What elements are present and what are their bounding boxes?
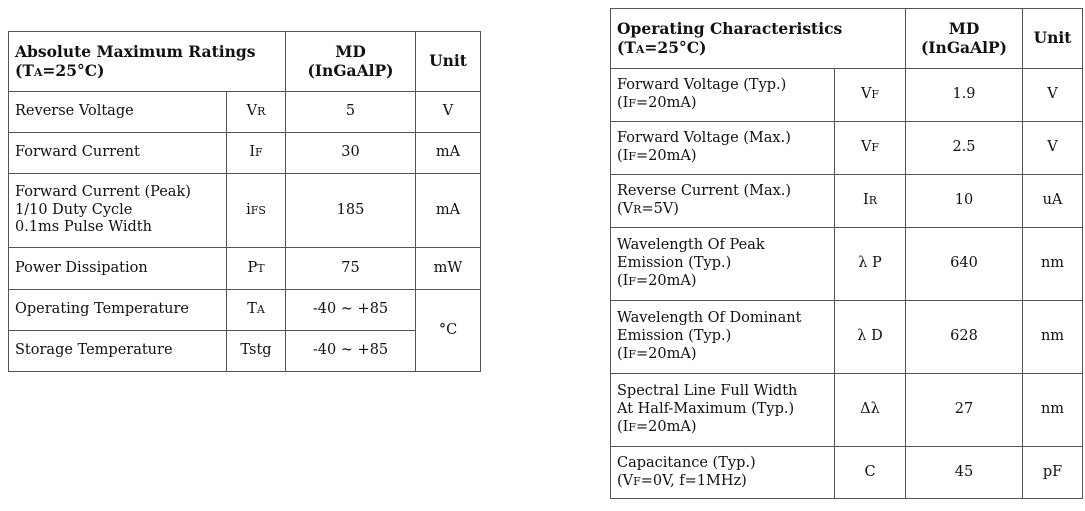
parameter-cell: Reverse Current (Max.) (VR=5V) — [611, 175, 835, 228]
table-row — [611, 374, 1083, 447]
symbol-cell: IF — [227, 133, 286, 174]
column-header-md: MD (InGaAlP) — [286, 32, 416, 92]
value-cell: 1.9 — [906, 69, 1023, 122]
parameter-cell: Forward Current (Peak) 1/10 Duty Cycle 0.1ms Pulse Width — [9, 174, 227, 248]
symbol-cell: Tstg — [227, 331, 286, 372]
table-row — [611, 122, 1083, 175]
value-cell: 30 — [286, 133, 416, 174]
table-row — [9, 331, 481, 372]
table-title: Absolute Maximum Ratings (TA=25°C) — [9, 32, 286, 92]
parameter-cell: Reverse Voltage — [9, 92, 227, 133]
table-row — [611, 175, 1083, 228]
parameter-cell: Power Dissipation — [9, 248, 227, 290]
table-header-row — [9, 32, 481, 92]
unit-cell: nm — [1023, 228, 1083, 301]
test-condition: (IF=20mA) — [617, 272, 697, 289]
table-row — [9, 133, 481, 174]
absolute-maximum-ratings-table — [8, 31, 481, 372]
test-condition: (IF=20mA) — [617, 148, 697, 164]
symbol-cell: VF — [835, 69, 906, 122]
value-cell: -40 ~ +85 — [286, 290, 416, 331]
test-condition: (VR=5V) — [617, 201, 679, 217]
unit-cell: mW — [416, 248, 481, 290]
table-header-row — [611, 9, 1083, 69]
table-row — [9, 92, 481, 133]
symbol-cell: PT — [227, 248, 286, 290]
test-condition: (VF=0V, f=1MHz) — [617, 472, 747, 489]
unit-cell: pF — [1023, 447, 1083, 499]
column-header-unit: Unit — [416, 32, 481, 92]
parameter-cell: Storage Temperature — [9, 331, 227, 372]
unit-cell: nm — [1023, 301, 1083, 374]
unit-cell: mA — [416, 133, 481, 174]
unit-cell: uA — [1023, 175, 1083, 228]
value-cell: 185 — [286, 174, 416, 248]
test-condition: (IF=20mA) — [617, 95, 697, 111]
value-cell: 2.5 — [906, 122, 1023, 175]
table-condition: (TA=25°C) — [617, 37, 707, 57]
unit-cell: °C — [416, 290, 481, 372]
operating-characteristics-table — [610, 8, 1083, 499]
symbol-cell: λ P — [835, 228, 906, 301]
parameter-cell: Capacitance (Typ.) (VF=0V, f=1MHz) — [611, 447, 835, 499]
symbol-cell: TA — [227, 290, 286, 331]
parameter-cell: Forward Voltage (Max.) (IF=20mA) — [611, 122, 835, 175]
symbol-cell: VR — [227, 92, 286, 133]
parameter-cell: Spectral Line Full Width At Half-Maximum (Typ.) (IF=20mA) — [611, 374, 835, 447]
table-row — [9, 174, 481, 248]
value-cell: 628 — [906, 301, 1023, 374]
table-title: Operating Characteristics (TA=25°C) — [611, 9, 906, 69]
column-header-unit: Unit — [1023, 9, 1083, 69]
symbol-cell: iFS — [227, 174, 286, 248]
table-row — [611, 301, 1083, 374]
parameter-cell: Wavelength Of Peak Emission (Typ.) (IF=20mA) — [611, 228, 835, 301]
table-row — [611, 447, 1083, 499]
table-condition: (TA=25°C) — [15, 60, 105, 80]
unit-cell: V — [416, 92, 481, 133]
unit-cell: V — [1023, 69, 1083, 122]
table-row — [611, 69, 1083, 122]
symbol-cell: IR — [835, 175, 906, 228]
symbol-cell: λ D — [835, 301, 906, 374]
unit-cell: V — [1023, 122, 1083, 175]
value-cell: 5 — [286, 92, 416, 133]
value-cell: 75 — [286, 248, 416, 290]
symbol-cell: Δλ — [835, 374, 906, 447]
parameter-cell: Operating Temperature — [9, 290, 227, 331]
value-cell: 10 — [906, 175, 1023, 228]
value-cell: 640 — [906, 228, 1023, 301]
parameter-cell: Forward Current — [9, 133, 227, 174]
parameter-cell: Forward Voltage (Typ.) (IF=20mA) — [611, 69, 835, 122]
unit-cell: nm — [1023, 374, 1083, 447]
symbol-cell: C — [835, 447, 906, 499]
column-header-md: MD (InGaAlP) — [906, 9, 1023, 69]
test-condition: (IF=20mA) — [617, 418, 697, 435]
value-cell: 27 — [906, 374, 1023, 447]
value-cell: -40 ~ +85 — [286, 331, 416, 372]
table-row — [611, 228, 1083, 301]
symbol-cell: VF — [835, 122, 906, 175]
table-row — [9, 248, 481, 290]
unit-cell: mA — [416, 174, 481, 248]
parameter-cell: Wavelength Of Dominant Emission (Typ.) (IF=20mA) — [611, 301, 835, 374]
test-condition: (IF=20mA) — [617, 345, 697, 362]
table-row — [9, 290, 481, 331]
value-cell: 45 — [906, 447, 1023, 499]
